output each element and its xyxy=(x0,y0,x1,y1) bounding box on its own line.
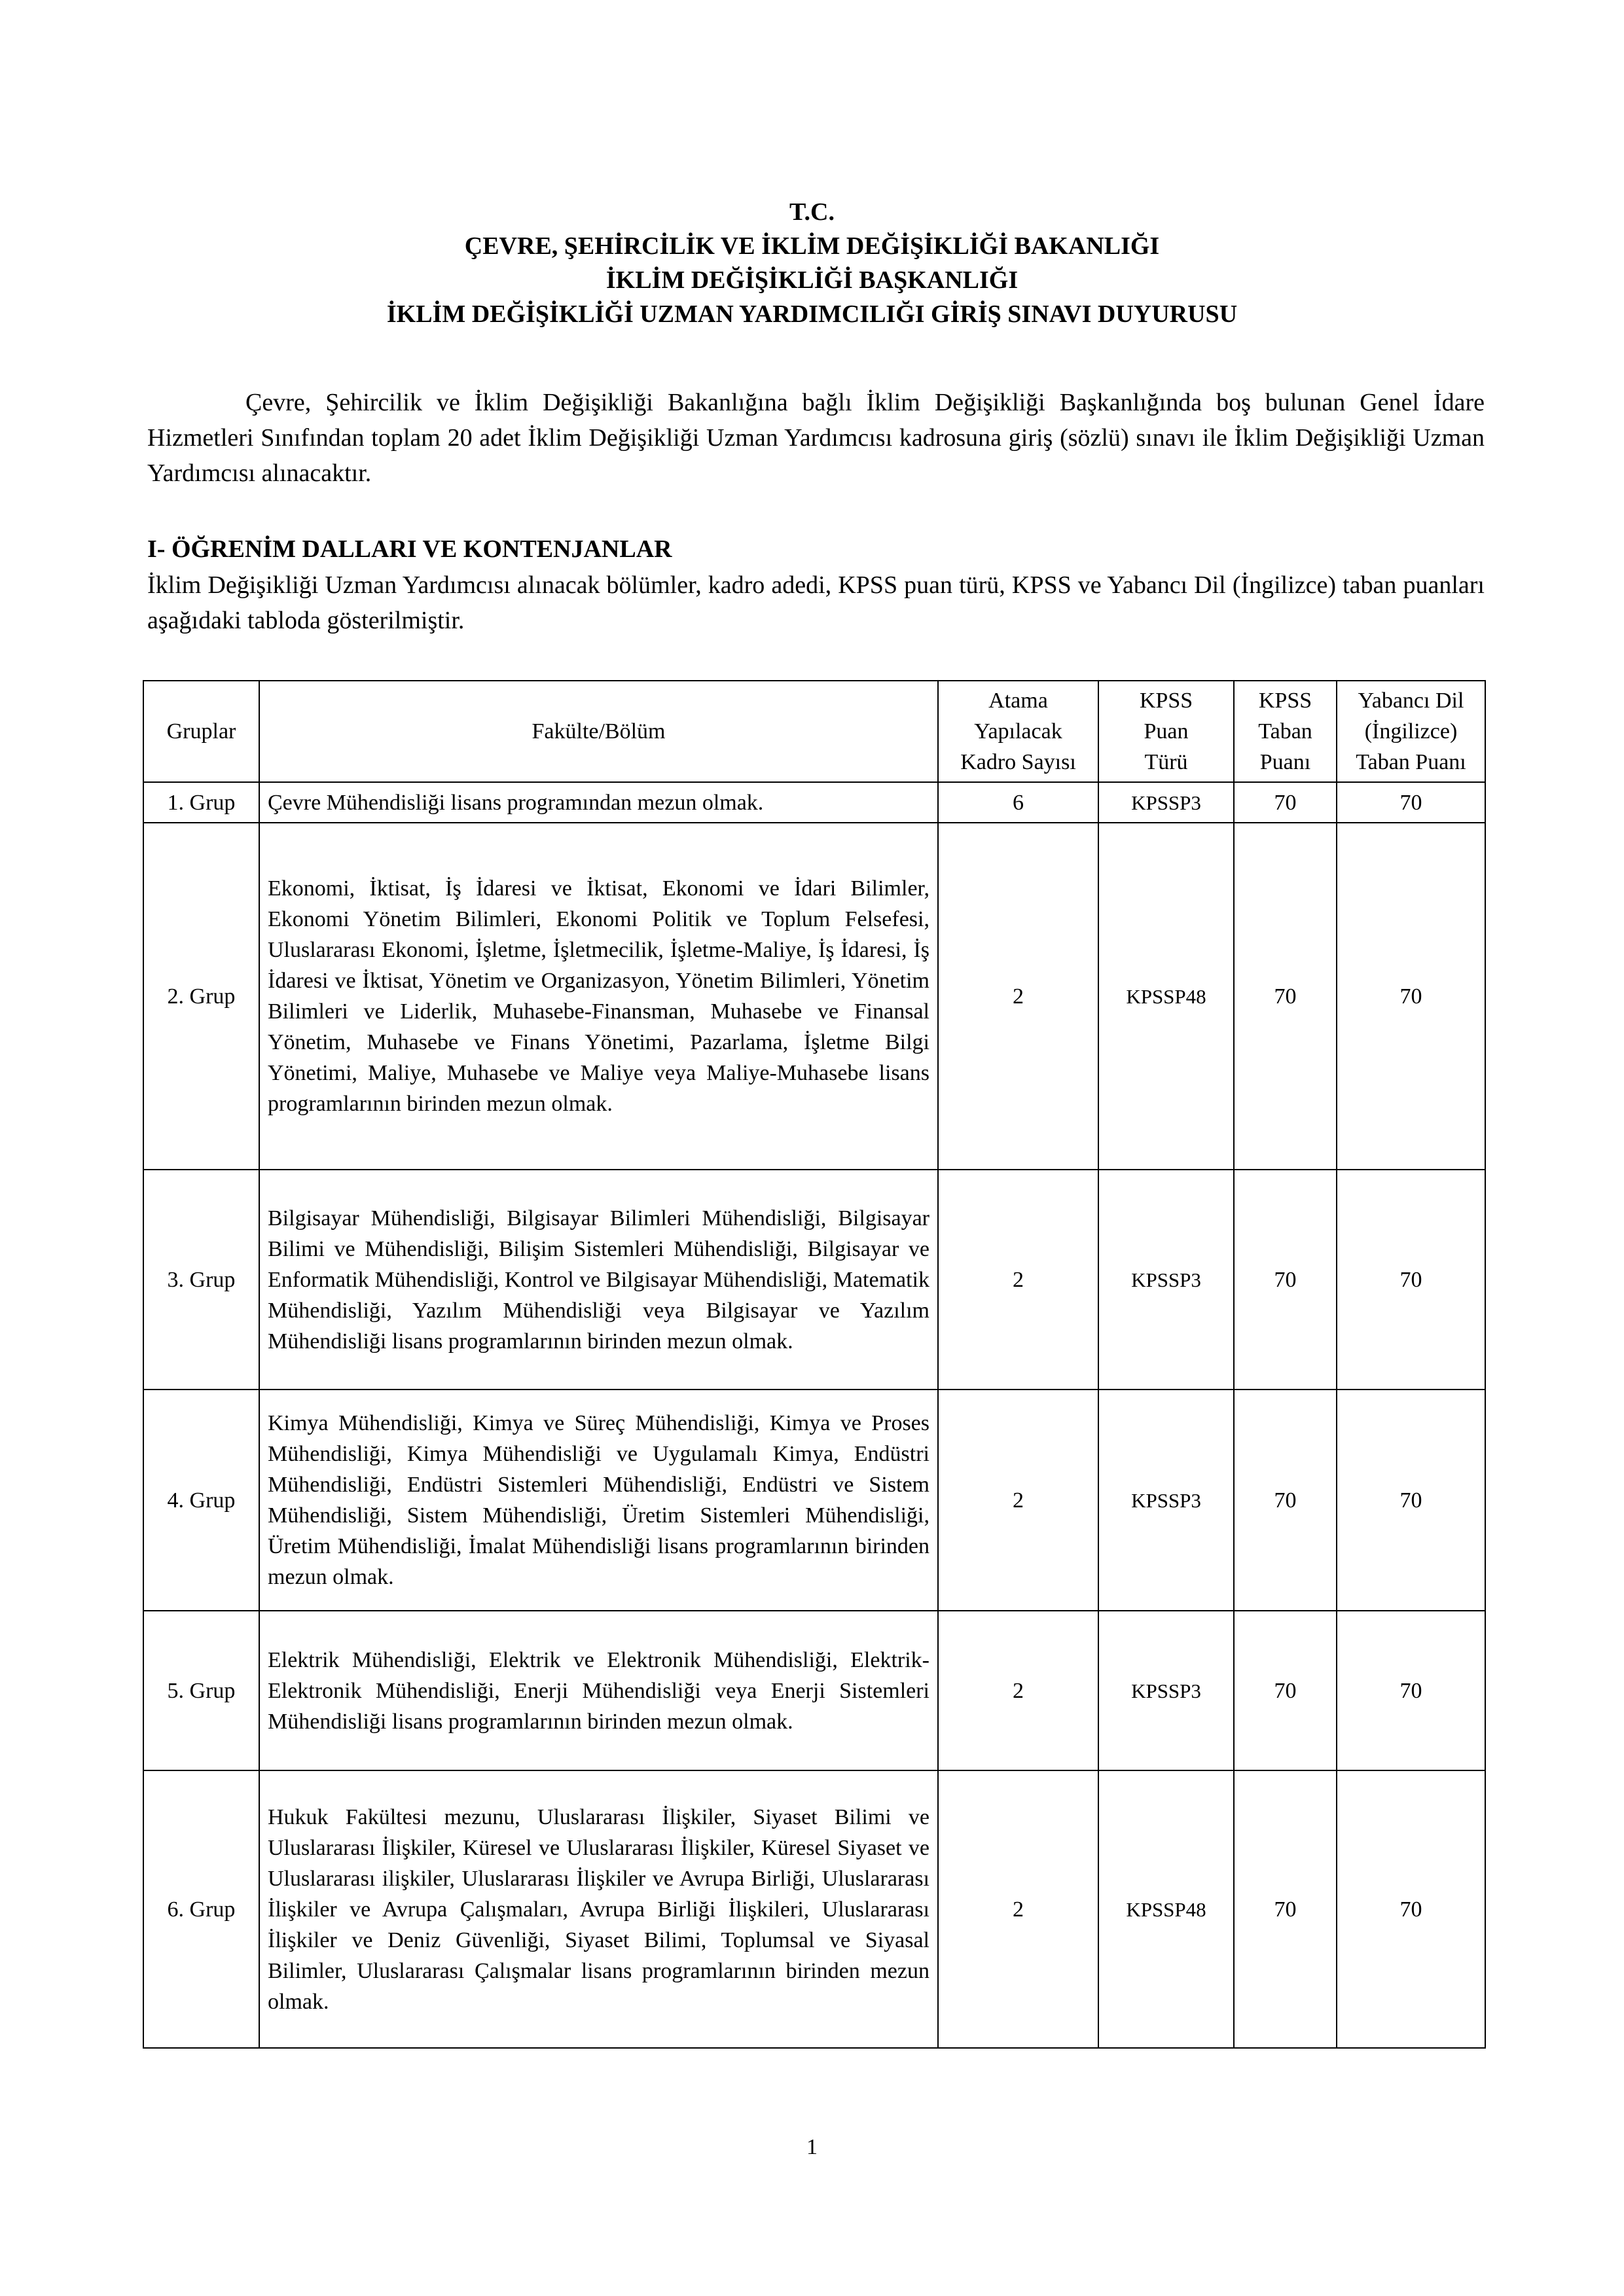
cell-group: 5. Grup xyxy=(143,1611,259,1770)
header-quota-line: Kadro Sayısı xyxy=(960,750,1076,774)
cell-language-base: 70 xyxy=(1337,1170,1485,1390)
cell-language-base: 70 xyxy=(1337,1770,1485,2048)
intro-text: Çevre, Şehircilik ve İklim Değişikliği Bakanlığına bağlı İklim Değişikliği Başkanlığında boş bulunan Genel İdare Hizmetleri Sınıfından toplam 20 adet İklim Değişikliği Uzman Yardımcısı kadrosuna giriş (sözlü) sınavı ile İklim Değişikliği Uzman Yardımcısı alınacaktır. xyxy=(147,389,1485,487)
header-kpss-base-line: Taban xyxy=(1258,719,1312,744)
heading-line-tc: T.C. xyxy=(789,198,835,226)
header-quota-line: Atama xyxy=(988,689,1048,713)
header-language-line: Taban Puanı xyxy=(1356,750,1466,774)
quota-table xyxy=(143,680,1486,2049)
heading-line-presidency: İKLİM DEĞİŞİKLİĞİ BAŞKANLIĞI xyxy=(605,266,1019,294)
header-quota-line: Yapılacak xyxy=(974,719,1062,744)
cell-kpss-base: 70 xyxy=(1234,823,1337,1170)
cell-kpss-base: 70 xyxy=(1234,1611,1337,1770)
table-row xyxy=(143,1170,1485,1390)
table-row xyxy=(143,1611,1485,1770)
table-row xyxy=(143,782,1485,823)
cell-faculty: Çevre Mühendisliği lisans programından mezun olmak. xyxy=(259,782,938,823)
cell-kpss-base: 70 xyxy=(1234,782,1337,823)
header-language-base xyxy=(1337,681,1485,782)
cell-kpss-base: 70 xyxy=(1234,1390,1337,1611)
header-kpss-type-line: Türü xyxy=(1144,750,1188,774)
cell-kpss-type: KPSSP48 xyxy=(1098,1770,1234,2048)
header-kpss-type-line: Puan xyxy=(1144,719,1189,744)
cell-kpss-type: KPSSP3 xyxy=(1098,1390,1234,1611)
cell-language-base: 70 xyxy=(1337,782,1485,823)
cell-faculty: Bilgisayar Mühendisliği, Bilgisayar Bilimleri Mühendisliği, Bilgisayar Bilimi ve Mühendisliği, Bilişim Sistemleri Mühendisliği, Bilgisayar ve Enformatik Mühendisliği, Kontrol ve Bilgisayar Mühendisliği, Matematik Mühendisliği, Yazılım Mühendisliği veya Bilgisayar ve Yazılım Mühendisliği lisans programlarının birinden mezun olmak. xyxy=(259,1170,938,1390)
cell-language-base: 70 xyxy=(1337,1390,1485,1611)
cell-kpss-type: KPSSP3 xyxy=(1098,1170,1234,1390)
cell-kpss-base: 70 xyxy=(1234,1170,1337,1390)
header-kpss-type-line: KPSS xyxy=(1139,689,1193,713)
table-row xyxy=(143,1770,1485,2048)
table-row xyxy=(143,1390,1485,1611)
header-kpss-base-line: KPSS xyxy=(1258,689,1312,713)
cell-group: 3. Grup xyxy=(143,1170,259,1390)
cell-group: 1. Grup xyxy=(143,782,259,823)
cell-quota: 2 xyxy=(938,1170,1098,1390)
cell-kpss-type: KPSSP3 xyxy=(1098,1611,1234,1770)
cell-faculty: Hukuk Fakültesi mezunu, Uluslararası İlişkiler, Siyaset Bilimi ve Uluslararası İlişkiler, Küresel ve Uluslararası İlişkiler, Küresel Siyaset ve Uluslararası ilişkiler, Uluslararası İlişkiler ve Avrupa Birliği, Uluslararası İlişkiler ve Avrupa Çalışmaları, Avrupa Birliği İlişkileri, Uluslararası İlişkiler ve Deniz Güvenliği, Siyaset Bilimi, Toplumsal ve Siyasal Bilimler, Uluslararası Çalışmalar lisans programlarının birinden mezun olmak. xyxy=(259,1770,938,2048)
cell-kpss-base: 70 xyxy=(1234,1770,1337,2048)
header-kpss-base xyxy=(1234,681,1337,782)
cell-quota: 2 xyxy=(938,1390,1098,1611)
document-heading xyxy=(0,195,1624,331)
header-kpss-type xyxy=(1098,681,1234,782)
cell-kpss-type: KPSSP3 xyxy=(1098,782,1234,823)
header-groups: Gruplar xyxy=(143,681,259,782)
section-title: I- ÖĞRENİM DALLARI VE KONTENJANLAR xyxy=(147,535,672,563)
cell-language-base: 70 xyxy=(1337,1611,1485,1770)
header-kpss-base-line: Puanı xyxy=(1259,750,1311,774)
heading-line-announcement: İKLİM DEĞİŞİKLİĞİ UZMAN YARDIMCILIĞI GİRİŞ SINAVI DUYURUSU xyxy=(386,300,1238,328)
cell-quota: 6 xyxy=(938,782,1098,823)
heading-line-ministry: ÇEVRE, ŞEHİRCİLİK VE İKLİM DEĞİŞİKLİĞİ BAKANLIĞI xyxy=(464,232,1160,260)
page-number: 1 xyxy=(806,2135,818,2159)
cell-faculty: Ekonomi, İktisat, İş İdaresi ve İktisat, Ekonomi ve İdari Bilimler, Ekonomi Yönetim Bilimleri, Ekonomi Politik ve Toplum Felsefesi, Uluslararası Ekonomi, İşletme, İşletmecilik, İşletme-Maliye, İş İdaresi, İş İdaresi ve İktisat, Yönetim ve Organizasyon, Yönetim Bilimleri, Yönetim Bilimleri ve Liderlik, Muhasebe-Finansman, Muhasebe ve Finansal Yönetim, Muhasebe ve Finans Yönetimi, Pazarlama, İşletme Bilgi Yönetimi, Maliye, Muhasebe ve Maliye veya Maliye-Muhasebe lisans programlarının birinden mezun olmak. xyxy=(259,823,938,1170)
header-language-line: Yabancı Dil xyxy=(1358,689,1464,713)
cell-faculty: Elektrik Mühendisliği, Elektrik ve Elektronik Mühendisliği, Elektrik-Elektronik Mühendisliği, Enerji Mühendisliği veya Enerji Sistemleri Mühendisliği lisans programlarının birinden mezun olmak. xyxy=(259,1611,938,1770)
intro-paragraph xyxy=(147,385,1485,491)
table-row xyxy=(143,823,1485,1170)
cell-group: 6. Grup xyxy=(143,1770,259,2048)
header-faculty: Fakülte/Bölüm xyxy=(259,681,938,782)
cell-quota: 2 xyxy=(938,1770,1098,2048)
cell-quota: 2 xyxy=(938,1611,1098,1770)
cell-faculty: Kimya Mühendisliği, Kimya ve Süreç Mühendisliği, Kimya ve Proses Mühendisliği, Kimya Mühendisliği ve Uygulamalı Kimya, Endüstri Mühendisliği, Endüstri Sistemleri Mühendisliği, Endüstri ve Sistem Mühendisliği, Sistem Mühendisliği, Üretim Sistemleri Mühendisliği, Üretim Mühendisliği, İmalat Mühendisliği lisans programlarının birinden mezun olmak. xyxy=(259,1390,938,1611)
header-quota xyxy=(938,681,1098,782)
cell-group: 4. Grup xyxy=(143,1390,259,1611)
section-text: İklim Değişikliği Uzman Yardımcısı alınacak bölümler, kadro adedi, KPSS puan türü, KPSS ve Yabancı Dil (İngilizce) taban puanları aşağıdaki tabloda gösterilmiştir. xyxy=(147,571,1485,634)
header-language-line: (İngilizce) xyxy=(1364,719,1458,744)
table-header-row xyxy=(143,681,1485,782)
cell-group: 2. Grup xyxy=(143,823,259,1170)
cell-quota: 2 xyxy=(938,823,1098,1170)
cell-kpss-type: KPSSP48 xyxy=(1098,823,1234,1170)
cell-language-base: 70 xyxy=(1337,823,1485,1170)
